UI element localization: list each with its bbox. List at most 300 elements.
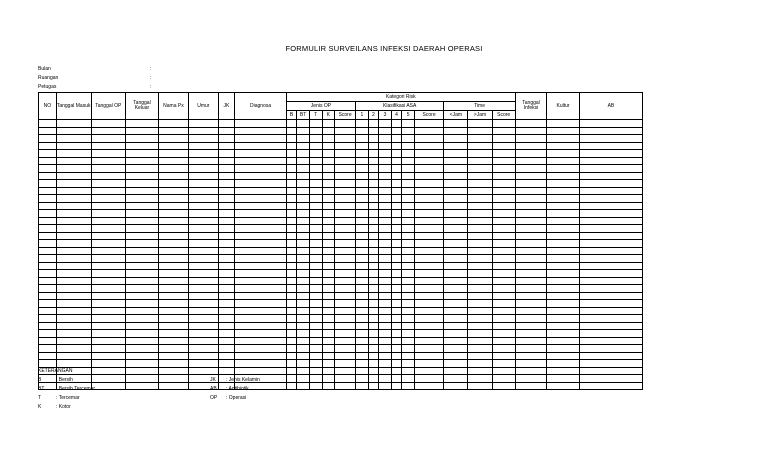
table-cell[interactable] (468, 217, 492, 225)
table-cell[interactable] (126, 330, 159, 338)
table-cell[interactable] (379, 232, 392, 240)
table-cell[interactable] (391, 165, 402, 173)
table-cell[interactable] (579, 367, 642, 375)
table-cell[interactable] (235, 285, 286, 293)
table-cell[interactable] (515, 217, 547, 225)
table-cell[interactable] (391, 210, 402, 218)
table-cell[interactable] (126, 142, 159, 150)
table-cell[interactable] (91, 352, 126, 360)
table-cell[interactable] (379, 202, 392, 210)
table-cell[interactable] (309, 337, 322, 345)
table-cell[interactable] (235, 330, 286, 338)
table-cell[interactable] (356, 225, 369, 233)
table-cell[interactable] (468, 127, 492, 135)
table-cell[interactable] (579, 307, 642, 315)
table-cell[interactable] (468, 330, 492, 338)
table-cell[interactable] (547, 375, 580, 383)
table-cell[interactable] (492, 165, 515, 173)
table-cell[interactable] (468, 120, 492, 128)
table-cell[interactable] (492, 255, 515, 263)
table-cell[interactable] (322, 322, 335, 330)
table-cell[interactable] (444, 292, 468, 300)
table-cell[interactable] (579, 337, 642, 345)
table-cell[interactable] (335, 202, 356, 210)
table-cell[interactable] (297, 330, 310, 338)
table-cell[interactable] (235, 307, 286, 315)
table-cell[interactable] (444, 240, 468, 248)
table-cell[interactable] (335, 217, 356, 225)
table-cell[interactable] (579, 142, 642, 150)
table-cell[interactable] (39, 195, 57, 203)
table-cell[interactable] (309, 180, 322, 188)
table-cell[interactable] (356, 232, 369, 240)
table-cell[interactable] (391, 172, 402, 180)
table-cell[interactable] (547, 315, 580, 323)
table-cell[interactable] (235, 277, 286, 285)
table-cell[interactable] (322, 352, 335, 360)
table-cell[interactable] (286, 285, 297, 293)
table-cell[interactable] (391, 375, 402, 383)
table-cell[interactable] (218, 315, 235, 323)
table-cell[interactable] (335, 232, 356, 240)
table-cell[interactable] (579, 187, 642, 195)
table-cell[interactable] (515, 345, 547, 353)
table-cell[interactable] (402, 232, 415, 240)
table-cell[interactable] (379, 382, 392, 390)
table-cell[interactable] (218, 337, 235, 345)
table-cell[interactable] (515, 382, 547, 390)
table-cell[interactable] (492, 315, 515, 323)
table-cell[interactable] (189, 157, 218, 165)
table-cell[interactable] (356, 360, 369, 368)
table-cell[interactable] (56, 300, 91, 308)
table-cell[interactable] (547, 217, 580, 225)
table-cell[interactable] (579, 375, 642, 383)
table-cell[interactable] (579, 217, 642, 225)
table-cell[interactable] (56, 142, 91, 150)
table-cell[interactable] (391, 262, 402, 270)
table-cell[interactable] (444, 172, 468, 180)
table-cell[interactable] (468, 375, 492, 383)
table-cell[interactable] (402, 292, 415, 300)
table-cell[interactable] (414, 352, 443, 360)
table-cell[interactable] (158, 195, 188, 203)
table-cell[interactable] (91, 247, 126, 255)
table-cell[interactable] (547, 247, 580, 255)
table-cell[interactable] (379, 360, 392, 368)
table-cell[interactable] (391, 157, 402, 165)
table-cell[interactable] (368, 307, 379, 315)
table-cell[interactable] (309, 262, 322, 270)
table-cell[interactable] (356, 240, 369, 248)
table-cell[interactable] (356, 337, 369, 345)
table-cell[interactable] (515, 375, 547, 383)
table-cell[interactable] (368, 232, 379, 240)
table-cell[interactable] (579, 127, 642, 135)
table-cell[interactable] (189, 337, 218, 345)
table-cell[interactable] (189, 195, 218, 203)
table-cell[interactable] (547, 240, 580, 248)
table-cell[interactable] (492, 375, 515, 383)
table-cell[interactable] (402, 247, 415, 255)
table-cell[interactable] (56, 127, 91, 135)
table-cell[interactable] (322, 195, 335, 203)
table-cell[interactable] (297, 127, 310, 135)
table-cell[interactable] (218, 292, 235, 300)
table-cell[interactable] (444, 210, 468, 218)
table-cell[interactable] (492, 120, 515, 128)
table-cell[interactable] (368, 330, 379, 338)
table-cell[interactable] (468, 262, 492, 270)
table-cell[interactable] (379, 375, 392, 383)
table-cell[interactable] (91, 187, 126, 195)
table-cell[interactable] (39, 300, 57, 308)
table-cell[interactable] (379, 187, 392, 195)
table-cell[interactable] (126, 187, 159, 195)
table-cell[interactable] (402, 165, 415, 173)
table-cell[interactable] (368, 247, 379, 255)
table-cell[interactable] (56, 217, 91, 225)
table-cell[interactable] (309, 322, 322, 330)
table-cell[interactable] (468, 232, 492, 240)
table-cell[interactable] (218, 330, 235, 338)
table-cell[interactable] (356, 202, 369, 210)
table-cell[interactable] (322, 285, 335, 293)
table-cell[interactable] (444, 195, 468, 203)
table-cell[interactable] (56, 172, 91, 180)
table-cell[interactable] (286, 300, 297, 308)
table-cell[interactable] (468, 210, 492, 218)
table-cell[interactable] (356, 255, 369, 263)
table-cell[interactable] (322, 142, 335, 150)
table-cell[interactable] (402, 382, 415, 390)
table-cell[interactable] (91, 202, 126, 210)
table-cell[interactable] (309, 120, 322, 128)
table-cell[interactable] (322, 270, 335, 278)
table-cell[interactable] (492, 337, 515, 345)
table-cell[interactable] (189, 345, 218, 353)
table-cell[interactable] (379, 270, 392, 278)
table-cell[interactable] (91, 285, 126, 293)
table-cell[interactable] (468, 360, 492, 368)
table-cell[interactable] (56, 210, 91, 218)
table-cell[interactable] (56, 330, 91, 338)
table-cell[interactable] (515, 150, 547, 158)
table-cell[interactable] (414, 165, 443, 173)
table-cell[interactable] (368, 202, 379, 210)
table-cell[interactable] (56, 225, 91, 233)
table-cell[interactable] (368, 360, 379, 368)
table-cell[interactable] (492, 127, 515, 135)
table-cell[interactable] (322, 210, 335, 218)
table-cell[interactable] (444, 285, 468, 293)
table-cell[interactable] (126, 150, 159, 158)
table-cell[interactable] (368, 345, 379, 353)
table-cell[interactable] (218, 270, 235, 278)
table-cell[interactable] (379, 165, 392, 173)
table-cell[interactable] (309, 225, 322, 233)
table-cell[interactable] (297, 202, 310, 210)
table-cell[interactable] (335, 120, 356, 128)
table-cell[interactable] (126, 225, 159, 233)
table-cell[interactable] (402, 375, 415, 383)
table-cell[interactable] (322, 172, 335, 180)
table-cell[interactable] (286, 277, 297, 285)
table-cell[interactable] (235, 337, 286, 345)
table-cell[interactable] (492, 210, 515, 218)
table-cell[interactable] (322, 225, 335, 233)
table-cell[interactable] (309, 195, 322, 203)
table-cell[interactable] (515, 232, 547, 240)
table-cell[interactable] (368, 157, 379, 165)
table-cell[interactable] (402, 322, 415, 330)
table-cell[interactable] (309, 277, 322, 285)
table-cell[interactable] (235, 150, 286, 158)
table-cell[interactable] (126, 180, 159, 188)
table-cell[interactable] (547, 277, 580, 285)
table-cell[interactable] (444, 120, 468, 128)
table-cell[interactable] (579, 120, 642, 128)
table-cell[interactable] (335, 165, 356, 173)
table-cell[interactable] (492, 367, 515, 375)
table-cell[interactable] (368, 285, 379, 293)
table-cell[interactable] (391, 337, 402, 345)
table-cell[interactable] (235, 270, 286, 278)
table-cell[interactable] (356, 375, 369, 383)
table-cell[interactable] (158, 270, 188, 278)
table-cell[interactable] (402, 315, 415, 323)
table-cell[interactable] (297, 345, 310, 353)
table-cell[interactable] (579, 285, 642, 293)
table-cell[interactable] (468, 292, 492, 300)
table-cell[interactable] (356, 150, 369, 158)
table-cell[interactable] (91, 195, 126, 203)
table-cell[interactable] (468, 150, 492, 158)
table-cell[interactable] (91, 292, 126, 300)
table-cell[interactable] (515, 225, 547, 233)
table-cell[interactable] (402, 187, 415, 195)
table-cell[interactable] (579, 315, 642, 323)
table-cell[interactable] (414, 127, 443, 135)
table-cell[interactable] (322, 187, 335, 195)
table-cell[interactable] (515, 187, 547, 195)
table-cell[interactable] (235, 180, 286, 188)
table-cell[interactable] (322, 315, 335, 323)
table-cell[interactable] (515, 127, 547, 135)
table-cell[interactable] (235, 262, 286, 270)
table-cell[interactable] (126, 202, 159, 210)
table-cell[interactable] (335, 255, 356, 263)
table-cell[interactable] (39, 165, 57, 173)
table-cell[interactable] (158, 127, 188, 135)
table-cell[interactable] (91, 337, 126, 345)
table-cell[interactable] (515, 202, 547, 210)
table-cell[interactable] (492, 382, 515, 390)
table-cell[interactable] (189, 285, 218, 293)
table-cell[interactable] (402, 142, 415, 150)
table-cell[interactable] (391, 202, 402, 210)
table-cell[interactable] (444, 337, 468, 345)
table-cell[interactable] (286, 127, 297, 135)
table-cell[interactable] (492, 232, 515, 240)
table-cell[interactable] (126, 292, 159, 300)
table-cell[interactable] (218, 150, 235, 158)
table-cell[interactable] (309, 345, 322, 353)
table-cell[interactable] (309, 157, 322, 165)
table-cell[interactable] (286, 322, 297, 330)
table-cell[interactable] (379, 135, 392, 143)
table-cell[interactable] (414, 300, 443, 308)
table-cell[interactable] (356, 367, 369, 375)
table-cell[interactable] (391, 135, 402, 143)
table-cell[interactable] (391, 322, 402, 330)
table-cell[interactable] (158, 142, 188, 150)
table-cell[interactable] (309, 210, 322, 218)
table-cell[interactable] (335, 285, 356, 293)
table-cell[interactable] (335, 195, 356, 203)
table-cell[interactable] (515, 322, 547, 330)
table-cell[interactable] (286, 315, 297, 323)
table-cell[interactable] (368, 277, 379, 285)
table-cell[interactable] (91, 322, 126, 330)
table-cell[interactable] (444, 352, 468, 360)
table-cell[interactable] (492, 262, 515, 270)
table-cell[interactable] (189, 262, 218, 270)
table-cell[interactable] (218, 202, 235, 210)
table-cell[interactable] (468, 165, 492, 173)
table-cell[interactable] (91, 135, 126, 143)
table-cell[interactable] (356, 217, 369, 225)
table-cell[interactable] (379, 172, 392, 180)
table-cell[interactable] (579, 225, 642, 233)
table-cell[interactable] (126, 270, 159, 278)
table-cell[interactable] (335, 172, 356, 180)
table-cell[interactable] (579, 240, 642, 248)
table-cell[interactable] (402, 202, 415, 210)
table-cell[interactable] (126, 240, 159, 248)
table-cell[interactable] (444, 165, 468, 173)
table-cell[interactable] (444, 307, 468, 315)
table-cell[interactable] (368, 262, 379, 270)
table-cell[interactable] (444, 225, 468, 233)
table-cell[interactable] (515, 270, 547, 278)
table-cell[interactable] (322, 202, 335, 210)
table-cell[interactable] (391, 345, 402, 353)
table-cell[interactable] (402, 240, 415, 248)
table-cell[interactable] (39, 142, 57, 150)
table-cell[interactable] (218, 195, 235, 203)
table-cell[interactable] (126, 247, 159, 255)
table-cell[interactable] (322, 330, 335, 338)
table-cell[interactable] (218, 285, 235, 293)
table-cell[interactable] (39, 127, 57, 135)
table-cell[interactable] (379, 120, 392, 128)
table-cell[interactable] (335, 352, 356, 360)
table-cell[interactable] (286, 172, 297, 180)
table-cell[interactable] (547, 157, 580, 165)
table-cell[interactable] (414, 232, 443, 240)
table-cell[interactable] (402, 120, 415, 128)
table-cell[interactable] (414, 262, 443, 270)
table-cell[interactable] (91, 127, 126, 135)
table-cell[interactable] (579, 202, 642, 210)
table-cell[interactable] (368, 120, 379, 128)
table-cell[interactable] (579, 292, 642, 300)
table-cell[interactable] (468, 300, 492, 308)
table-cell[interactable] (547, 352, 580, 360)
table-cell[interactable] (286, 247, 297, 255)
table-cell[interactable] (56, 277, 91, 285)
table-cell[interactable] (286, 345, 297, 353)
table-cell[interactable] (309, 247, 322, 255)
table-cell[interactable] (297, 217, 310, 225)
table-cell[interactable] (414, 307, 443, 315)
table-cell[interactable] (286, 255, 297, 263)
table-cell[interactable] (56, 315, 91, 323)
table-cell[interactable] (158, 225, 188, 233)
table-cell[interactable] (379, 255, 392, 263)
table-cell[interactable] (158, 202, 188, 210)
table-cell[interactable] (235, 292, 286, 300)
table-cell[interactable] (468, 307, 492, 315)
table-cell[interactable] (286, 352, 297, 360)
table-cell[interactable] (391, 120, 402, 128)
table-cell[interactable] (402, 180, 415, 188)
table-cell[interactable] (402, 360, 415, 368)
table-cell[interactable] (468, 180, 492, 188)
table-cell[interactable] (158, 330, 188, 338)
table-cell[interactable] (235, 352, 286, 360)
table-cell[interactable] (402, 217, 415, 225)
table-cell[interactable] (391, 367, 402, 375)
table-cell[interactable] (335, 307, 356, 315)
table-cell[interactable] (235, 322, 286, 330)
table-cell[interactable] (391, 300, 402, 308)
table-cell[interactable] (515, 120, 547, 128)
table-cell[interactable] (368, 367, 379, 375)
table-cell[interactable] (218, 255, 235, 263)
table-cell[interactable] (515, 255, 547, 263)
table-cell[interactable] (356, 165, 369, 173)
table-cell[interactable] (218, 232, 235, 240)
table-cell[interactable] (444, 375, 468, 383)
table-cell[interactable] (189, 315, 218, 323)
table-cell[interactable] (218, 165, 235, 173)
table-cell[interactable] (297, 142, 310, 150)
table-cell[interactable] (579, 247, 642, 255)
table-cell[interactable] (356, 210, 369, 218)
table-cell[interactable] (322, 247, 335, 255)
table-cell[interactable] (379, 210, 392, 218)
table-cell[interactable] (189, 292, 218, 300)
table-cell[interactable] (515, 292, 547, 300)
table-cell[interactable] (444, 150, 468, 158)
table-cell[interactable] (414, 240, 443, 248)
table-cell[interactable] (579, 270, 642, 278)
table-cell[interactable] (39, 225, 57, 233)
table-cell[interactable] (218, 240, 235, 248)
table-cell[interactable] (444, 277, 468, 285)
table-cell[interactable] (414, 285, 443, 293)
table-cell[interactable] (56, 202, 91, 210)
table-cell[interactable] (126, 277, 159, 285)
table-cell[interactable] (402, 127, 415, 135)
table-cell[interactable] (579, 352, 642, 360)
table-cell[interactable] (39, 157, 57, 165)
table-cell[interactable] (39, 262, 57, 270)
table-cell[interactable] (297, 255, 310, 263)
table-cell[interactable] (189, 255, 218, 263)
